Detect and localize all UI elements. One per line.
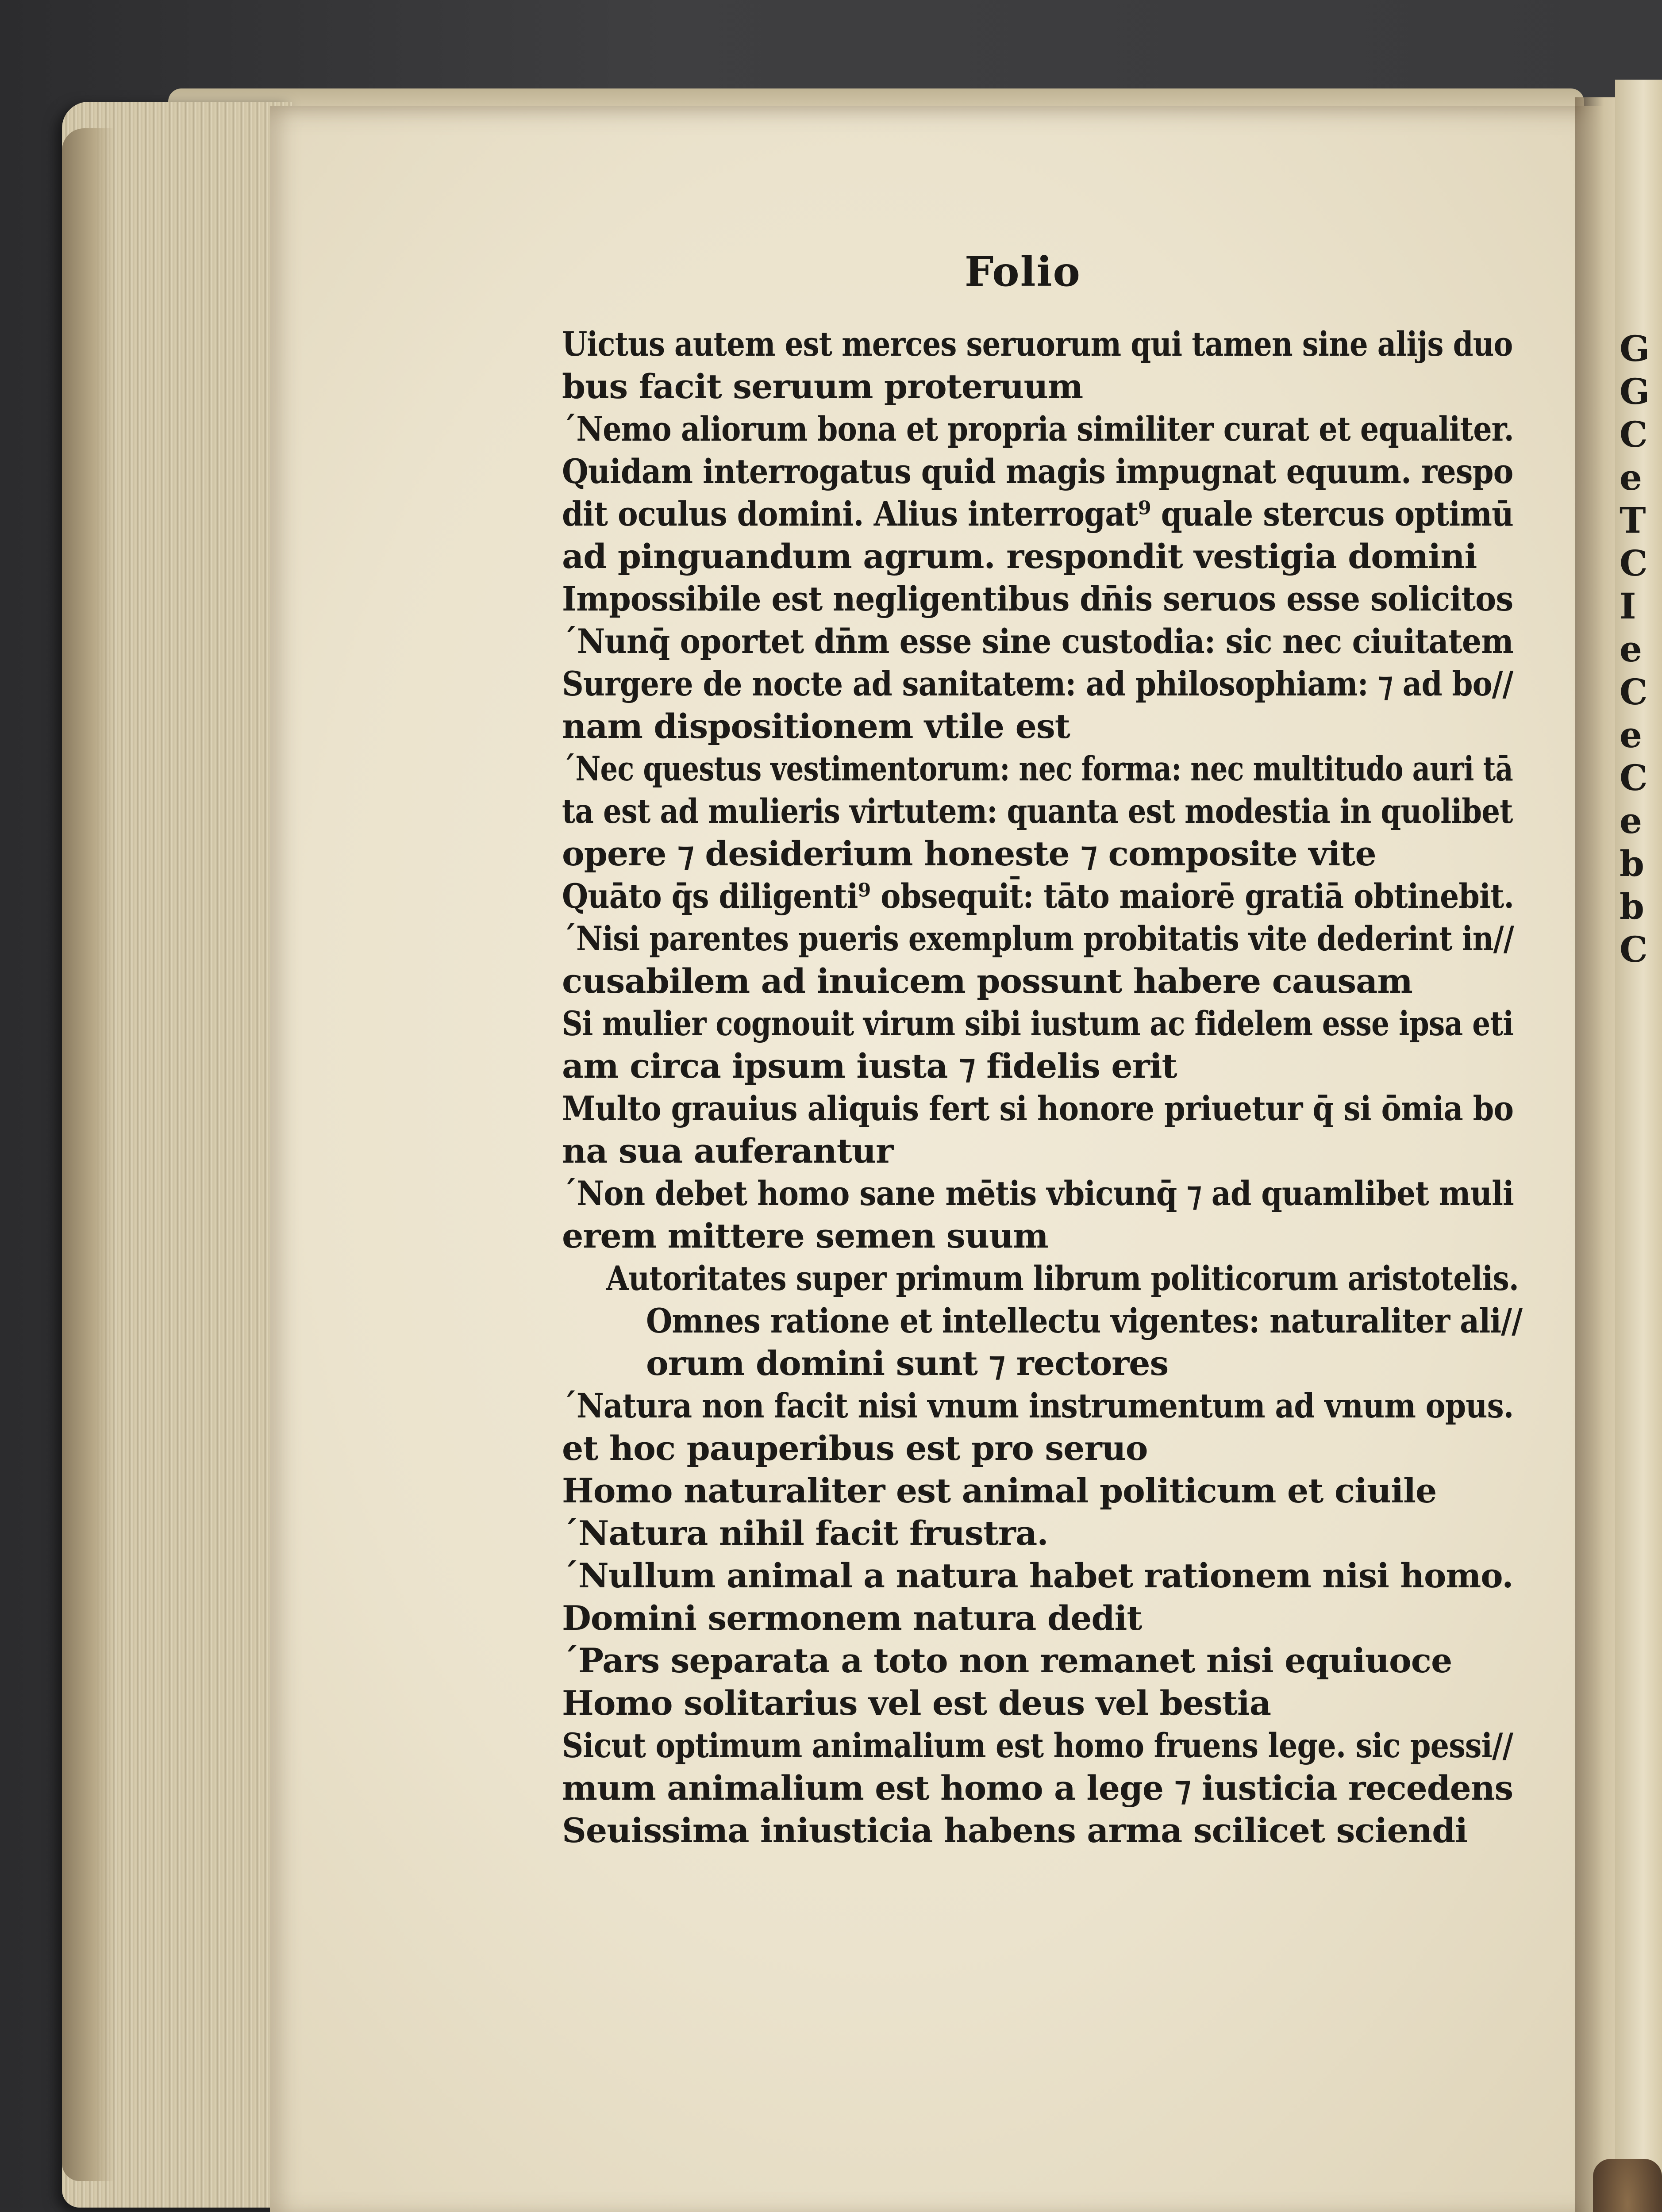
- recto-page-edge: [1615, 80, 1662, 2212]
- recto-fragment: b: [1620, 843, 1644, 884]
- text-line: Autoritates super primum librum politicorum aristotelis.: [606, 1259, 1519, 1298]
- text-line: Quāto q̄s diligenti⁹ obsequit̄: tāto maiorē gratiā obtinebit.: [562, 876, 1514, 916]
- recto-fragment: I: [1620, 585, 1636, 627]
- text-line: Quidam interrogatus quid magis impugnat equum. respo: [562, 452, 1513, 491]
- text-line: ´Nisi parentes pueris exemplum probitatis vite dederint in//: [562, 919, 1514, 958]
- text-line: ´Nunq̄ oportet dn̄m esse sine custodia: sic nec ciuitatem: [562, 622, 1513, 661]
- text-line: et hoc pauperibus est pro seruo: [562, 1429, 1148, 1468]
- text-line: ´Natura non facit nisi vnum instrumentum ad vnum opus.: [562, 1386, 1514, 1425]
- text-line: ´Non debet homo sane mētis vbicunq̄ ⁊ ad quamlibet muli: [562, 1174, 1514, 1213]
- page-header: Folio: [965, 248, 1081, 296]
- recto-fragment: e: [1620, 800, 1642, 841]
- text-line: bus facit seruum proteruum: [562, 367, 1083, 406]
- recto-fragment: e: [1620, 628, 1642, 670]
- recto-fragment: C: [1620, 929, 1648, 970]
- text-line: Surgere de nocte ad sanitatem: ad philosophiam: ⁊ ad bo//: [562, 664, 1513, 703]
- text-line: erem mittere semen suum: [562, 1216, 1048, 1256]
- recto-fragment: b: [1620, 886, 1644, 927]
- text-line: Impossibile est negligentibus dn̄is seruos esse solicitos: [562, 579, 1513, 618]
- text-line: ´Pars separata a toto non remanet nisi equiuoce: [562, 1641, 1452, 1680]
- text-line: na sua auferantur: [562, 1131, 893, 1171]
- recto-fragment: C: [1620, 757, 1648, 799]
- recto-fragment: G: [1620, 371, 1650, 412]
- text-line: Domini sermonem natura dedit: [562, 1598, 1142, 1638]
- text-line: ´Natura nihil facit frustra.: [562, 1513, 1048, 1553]
- recto-fragment: e: [1620, 457, 1642, 498]
- text-line: cusabilem ad inuicem possunt habere causam: [562, 961, 1412, 1001]
- recto-fragment: C: [1620, 414, 1648, 455]
- text-line: ad pinguandum agrum. respondit vestigia domini: [562, 537, 1477, 576]
- text-line: Seuissima iniusticia habens arma scilicet sciendi: [562, 1811, 1468, 1850]
- recto-fragment: T: [1620, 499, 1646, 541]
- text-line: am circa ipsum iusta ⁊ fidelis erit: [562, 1046, 1177, 1086]
- text-line: nam dispositionem vtile est: [562, 707, 1070, 746]
- text-line: Si mulier cognouit virum sibi iustum ac fidelem esse ipsa eti: [562, 1004, 1514, 1043]
- text-line: Omnes ratione et intellectu vigentes: naturaliter ali//: [646, 1301, 1523, 1340]
- text-line: ´Nullum animal a natura habet rationem nisi homo.: [562, 1556, 1513, 1595]
- recto-text-fragments: [1620, 327, 1650, 971]
- recto-fragment: C: [1620, 542, 1648, 584]
- recto-fragment: C: [1620, 671, 1648, 713]
- book-left-page-stack: [62, 102, 292, 2208]
- text-line: ´Nec questus vestimentorum: nec forma: nec multitudo auri tā: [562, 749, 1513, 788]
- text-line: Multo grauius aliquis fert si honore priuetur q̄ si ōmia bo: [562, 1089, 1514, 1128]
- text-line: Sicut optimum animalium est homo fruens lege. sic pessi//: [562, 1726, 1513, 1765]
- recto-fragment: G: [1620, 328, 1650, 369]
- text-line: orum domini sunt ⁊ rectores: [646, 1344, 1169, 1383]
- text-line: ta est ad mulieris virtutem: quanta est modestia in quolibet: [562, 791, 1513, 831]
- text-line: Homo solitarius vel est deus vel bestia: [562, 1683, 1271, 1723]
- text-line: ´Nemo aliorum bona et propria similiter curat et equaliter.: [562, 409, 1514, 449]
- text-line: dit oculus domini. Alius interrogat⁹ quale stercus optimū: [562, 494, 1514, 534]
- binding-strap: [1593, 2159, 1662, 2212]
- text-line: mum animalium est homo a lege ⁊ iusticia recedens: [562, 1768, 1513, 1808]
- text-line: Uictus autem est merces seruorum qui tamen sine alijs duo: [562, 324, 1513, 364]
- text-line: opere ⁊ desiderium honeste ⁊ composite vite: [562, 834, 1376, 873]
- text-line: Homo naturaliter est animal politicum et ciuile: [562, 1471, 1437, 1510]
- recto-fragment: e: [1620, 714, 1642, 756]
